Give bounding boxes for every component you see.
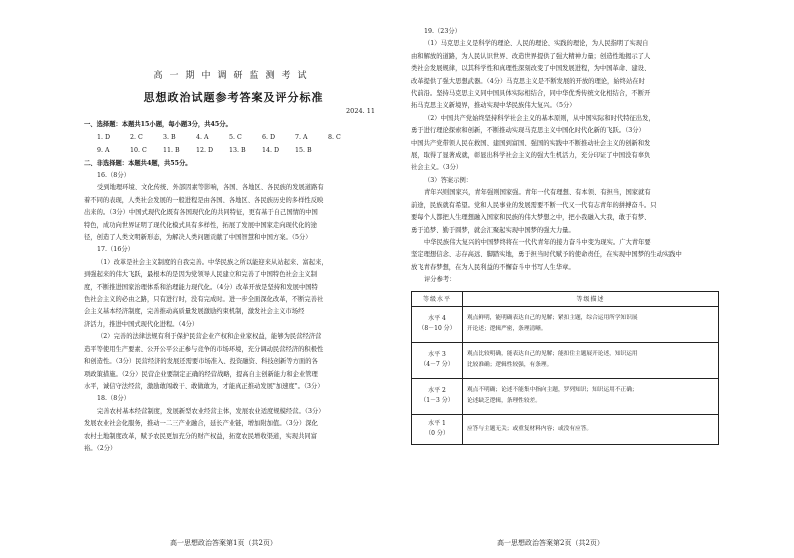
text-line: 和创造性。（3分）民营经济的发展还需要市场准入、投资融资、科技创新等方面的各: [84, 358, 318, 366]
section-choice-heading: 一、选择题：本题共15小题，每小题3分，共45分。: [84, 121, 232, 128]
description-cell: [463, 414, 719, 444]
text-line: 代前沿。坚持马克思主义同中国具体实际相结合，同中华优秀传统文化相结合，不断开: [411, 90, 651, 98]
text-line: 造平等使用生产要素、公开公平公正参与竞争的市场环境，充分调动民营经济的积极性: [84, 345, 324, 353]
text-line: 着不同的表现，人类社会发展的一般进程是由各国、各地区、各民族历史的多样性反映: [84, 196, 324, 204]
section-open-heading: 二、非选择题：本题共4题，共55分。: [84, 160, 192, 167]
description-line: 观点不明确；论述不能集中指向主题，罗列知识；知识运用不正确；: [467, 387, 638, 394]
answer-page-2: [397, 0, 794, 558]
text-line: 坚定理想信念、志存高远、脚踏实地，勇于担当时代赋予的使命责任，在实现中国梦的生动实践中: [411, 251, 682, 259]
description-line: 观点比较明确，能表达自己的见解；能扣住主题展开论述，知识运用: [467, 351, 638, 358]
text-line: （2）完善的法律法规有利于保护民营企业产权和企业家权益，能够为民营经济营: [97, 333, 322, 341]
answer-key-row-1: [84, 131, 383, 144]
answer-item: 14. D: [262, 147, 280, 154]
text-line: 改革提供了强大思想武器。（4分）马克思主义是不断发展的开放的理论，始终站在时: [411, 77, 645, 85]
answer-body: [84, 170, 383, 455]
text-line: 评分参考：: [424, 276, 456, 284]
text-line: 类社会发展规律，以其科学性和真理性深刻改变了中国发展进程，为中国革命、建设、: [411, 65, 651, 73]
text-line: 中华民族伟大复兴的中国梦终将在一代代青年的接力奋斗中变为现实。广大青年要: [424, 238, 651, 246]
description-line: 观点鲜明，能明确表达自己的见解；紧扣主题，综合运用所学知识展: [467, 315, 638, 322]
level-label: 水平 3: [428, 351, 446, 359]
level-cell: [412, 342, 463, 378]
page-footer-1: 高一思想政治答案第1页（共2页）: [170, 539, 277, 547]
answer-item: 8. C: [328, 134, 341, 141]
column-header: 等级水平: [412, 291, 463, 306]
text-line: 项政策措施。（2分）民营企业要制定正确的经营战略，提高自主创新能力和企业管理: [84, 370, 318, 378]
answer-key-row-2: [84, 144, 383, 157]
scoring-table: [411, 291, 719, 445]
text-line: 裕。（2分）: [84, 444, 117, 452]
text-line: 色社会主义的必由之路，只有进行时，没有完成时。进一步全面深化改革，不断完善社: [84, 296, 324, 304]
level-cell: [412, 414, 463, 444]
description-line: 应答与主题无关；或重复材料内容；或没有应答。: [467, 425, 593, 432]
description-line: 比较准确；逻辑性较强，有条理。: [467, 362, 553, 369]
text-line: 受到地理环境、文化传统、外部因素等影响，各国、各地区、各民族的发展道路有: [97, 184, 324, 192]
text-line: （2）中国共产党始终坚持科学社会主义的基本原则，从中国实际和时代特征出发，: [424, 114, 655, 122]
text-line: 径，创造了人类文明新形态，为解决人类问题贡献了中国智慧和中国方案。（5分）: [84, 234, 312, 242]
score-range: （1－3 分）: [420, 397, 454, 405]
text-line: 出来的。（3分）中国式现代化既有各国现代化的共同特征，更有基于自己国情的中国: [84, 209, 318, 217]
text-line: 特色，成功向世界证明了现代化模式具有多样性，拓展了发展中国家走向现代化的途: [84, 221, 317, 229]
table-row: [412, 306, 719, 342]
text-line: 青年兴则国家兴，青年强则国家强。青年一代有理想、有本领、有担当，国家就有: [424, 189, 651, 197]
text-line: 要每个人都把人生理想融入国家和民族的伟大梦想之中，把小我融入大我，敢于有梦、: [411, 214, 651, 222]
score-range: （8－10 分）: [418, 325, 456, 333]
answer-item: 13. B: [229, 147, 246, 154]
description-cell: [463, 342, 719, 378]
answer-body: [411, 26, 738, 287]
text-line: 济活力，推进中国式现代化进程。（4分）: [84, 320, 199, 328]
answer-item: 1. D: [97, 134, 111, 141]
answer-item: 6. D: [262, 134, 276, 141]
text-line: 由和解放的道路，为人民认识世界、改造世界提供了强大精神力量；创造性地揭示了人: [411, 52, 651, 60]
table-row: [412, 342, 719, 378]
table-row: [412, 414, 719, 444]
text-line: 发展农业社会化服务，推动一二三产业融合，延长产业链，增加附加值。（3分）深化: [84, 420, 318, 428]
description-line: 论述缺乏逻辑，条理性较差。: [467, 398, 541, 405]
level-cell: [412, 378, 463, 414]
score-range: （4－7 分）: [420, 361, 454, 369]
text-line: 到强起来的伟大飞跃，最根本的是因为党领导人民建立和完善了中国特色社会主义制: [84, 271, 317, 279]
answer-item: 7. A: [295, 134, 308, 141]
description-cell: [463, 306, 719, 342]
text-line: （1）马克思主义是科学的理论、人民的理论、实践的理论，为人民指明了实现自: [424, 40, 649, 48]
description-cell: [463, 378, 719, 414]
level-label: 水平 2: [428, 387, 446, 395]
text-line: 水平，诚信守法经营，激励敢闯敢干、敢做敢为，才能真正推动发展"加速度"。（3分）: [84, 382, 324, 390]
answer-item: 10. C: [130, 147, 147, 154]
text-line: 度，不断推进国家治理体系和治理能力现代化。（4分）改革开放是坚持和发展中国特: [84, 283, 318, 291]
answer-item: 9. A: [97, 147, 110, 154]
text-line: 19.（23分）: [424, 28, 461, 35]
table-row: [412, 378, 719, 414]
text-line: 农村土地制度改革，赋予农民更加充分的财产权益，拓宽农民增收渠道，实现共同富: [84, 432, 317, 440]
answer-item: 12. D: [196, 147, 214, 154]
text-line: 拓马克思主义新境界，推动实现中华民族伟大复兴。（5分）: [411, 102, 576, 110]
text-line: 社会主义。（3分）: [411, 164, 463, 172]
answer-item: 11. B: [163, 147, 180, 154]
level-cell: [412, 306, 463, 342]
text-line: 展，取得了显著成就，彰显出科学社会主义的强大生机活力，充分印证了中国没有辜负: [411, 152, 651, 160]
exam-header: 高一期中调研监测考试: [153, 71, 314, 81]
answer-item: 3. B: [163, 134, 176, 141]
answer-item: 2. C: [130, 134, 143, 141]
answer-item: 15. B: [295, 147, 312, 154]
text-line: 勇于进行理论探索和创新，不断推动实现马克思主义中国化时代化新的飞跃。（3分）: [411, 127, 645, 135]
table-header-row: [412, 291, 719, 306]
text-line: （3）答案示例：: [424, 176, 473, 184]
text-line: 18.（8分）: [97, 395, 130, 403]
exam-date: 2024. 11: [346, 107, 375, 115]
page-footer-2: 高一思想政治答案第2页（共2页）: [497, 539, 604, 547]
level-label: 水平 4: [428, 315, 446, 323]
text-line: 放飞青春梦想，在为人民利益的不懈奋斗中书写人生华章。: [411, 263, 575, 271]
text-line: （1）改革是社会主义制度的自我完善。中华民族之所以能迎来从站起来、富起来，: [97, 258, 328, 266]
text-line: 完善农村基本经营制度，发展新型农业经营主体，发展农业适度规模经营。（3分）: [97, 407, 325, 415]
text-line: 勇于追梦、勤于圆梦，就会汇聚起实现中国梦的强大力量。: [411, 226, 575, 234]
level-label: 水平 1: [428, 420, 446, 428]
column-header: 等级描述: [463, 291, 719, 306]
page-title: 思想政治试题参考答案及评分标准: [143, 91, 324, 104]
description-line: 开论述；逻辑严密，条理清晰。: [467, 326, 547, 333]
text-line: 17.（16分）: [97, 246, 134, 254]
answer-item: 4. A: [196, 134, 209, 141]
answer-item: 5. C: [229, 134, 242, 141]
text-line: 16.（8分）: [97, 172, 130, 179]
text-line: 会主义基本经济制度，完善推动高质量发展激励约束机制，激发社会主义市场经: [84, 308, 305, 316]
score-range: （0 分）: [425, 430, 449, 438]
text-line: 中国共产党带领人民在救国、建国到富国、强国的实践中不断推动社会主义的创新和发: [411, 139, 651, 147]
text-line: 前途，民族就有希望。党和人民事业的发展需要不断一代又一代有志青年的拼搏奋斗。只: [411, 201, 657, 209]
